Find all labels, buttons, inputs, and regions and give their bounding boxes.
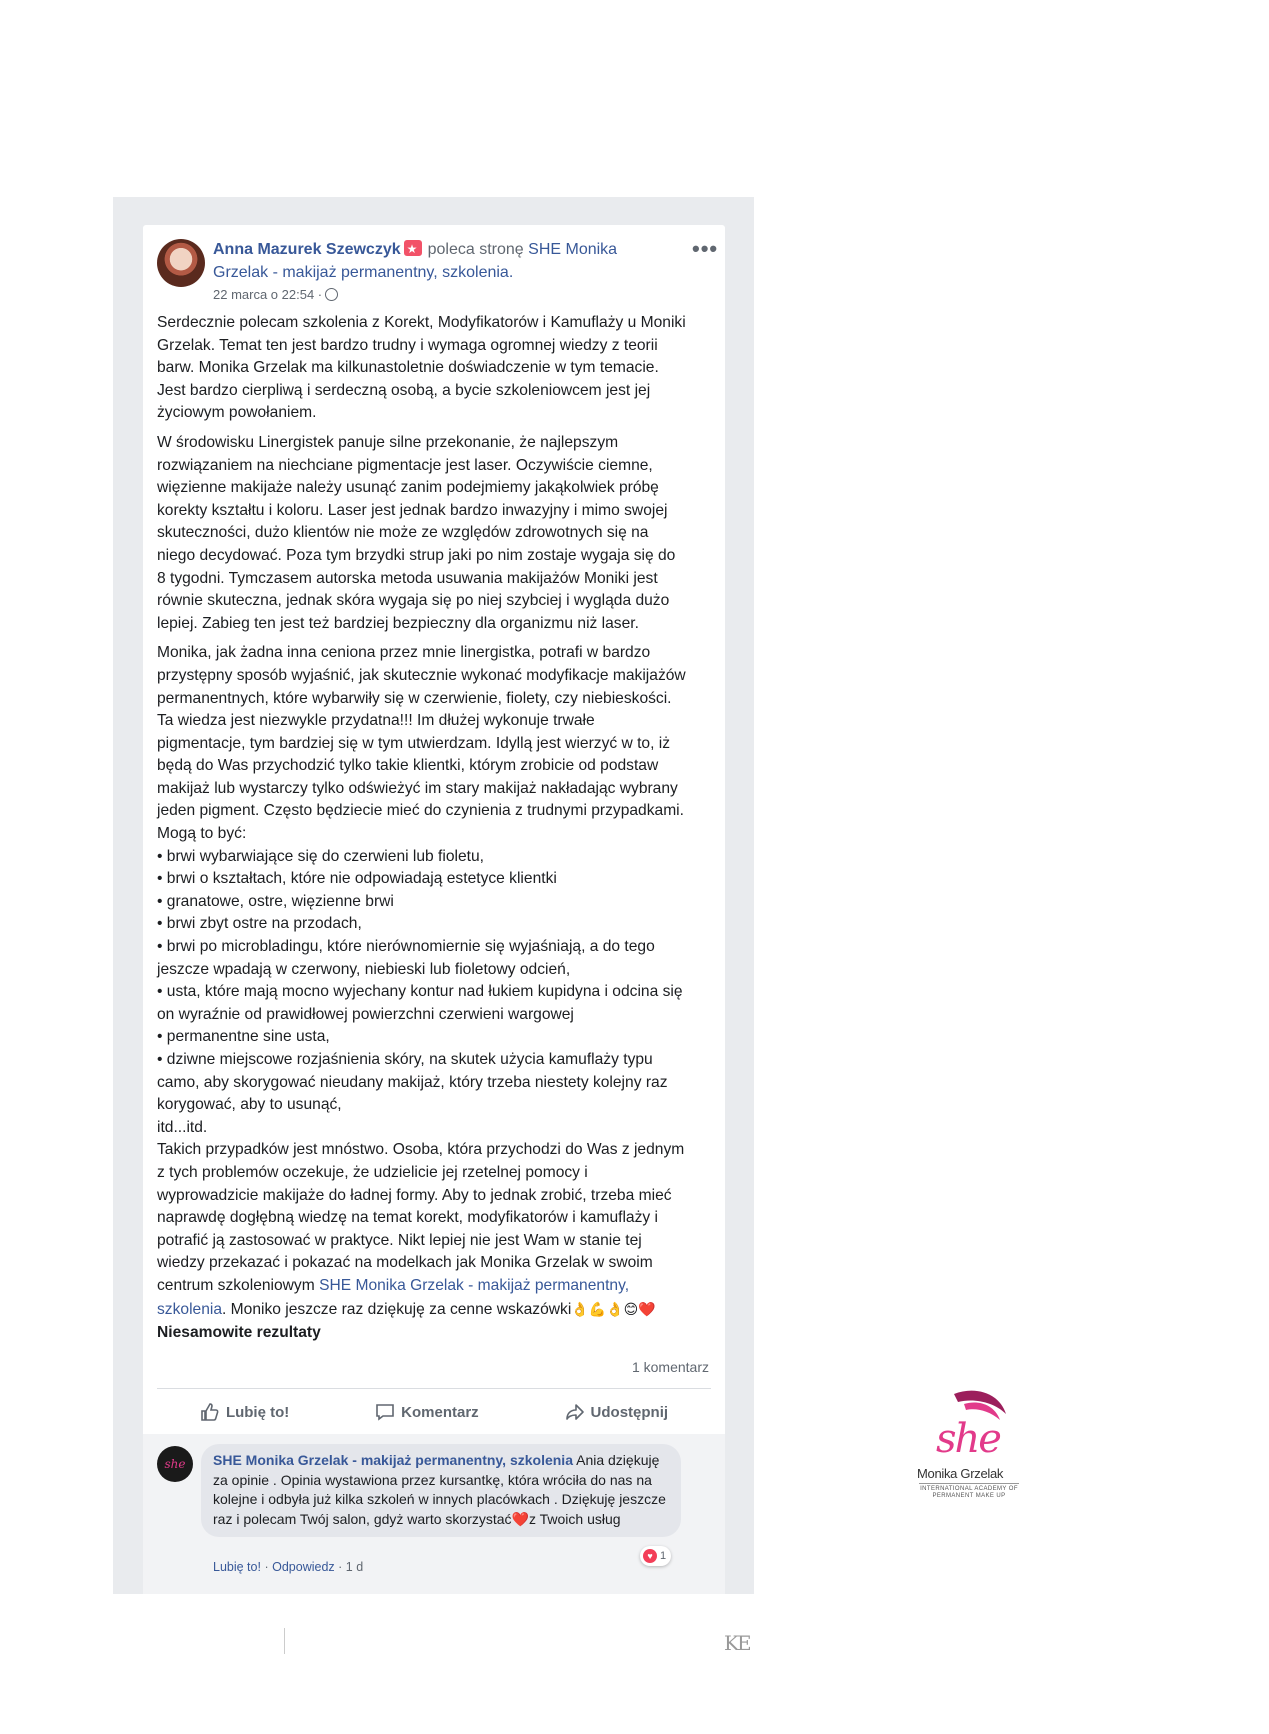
author-name[interactable]: Anna Mazurek Szewczyk xyxy=(213,241,401,258)
post-text-line: korekty kształtu i koloru. Laser jest jednak bardzo inwazyjny i mimo swojej xyxy=(157,501,668,519)
post-text-line: jeszcze wpadają w czerwony, niebieski lub fioletowy odcień, xyxy=(157,960,571,978)
commenter-avatar[interactable]: she xyxy=(157,1446,193,1482)
post-text-line: • dziwne miejscowe rozjaśnienia skóry, na skutek użycia kamuflaży typu xyxy=(157,1051,653,1068)
post-body xyxy=(157,312,717,1321)
post-text-line: • brwi o kształtach, które nie odpowiadają estetyce klientki xyxy=(157,870,557,888)
post-text-line: • brwi zbyt ostre na przodach, xyxy=(157,915,362,933)
post-text-line: barw. Monika Grzelak ma kilkunastoletnie doświadczenie w tym temacie. xyxy=(157,359,659,377)
post-paragraph-2 xyxy=(157,432,717,635)
post-text-line: on wyraźnie od prawidłowej powierzchni czerwieni wargowej xyxy=(157,1005,574,1023)
post-text-line: 8 tygodni. Tymczasem autorska metoda usuwania makijażów Moniki jest xyxy=(157,569,658,587)
comment-text-end: z Twoich usług xyxy=(528,1510,621,1527)
post-text-line: wiedzy przekazać i pokazać na modelkach jak Monika Grzelak w swoim xyxy=(157,1254,653,1272)
post-text-line: Ta wiedza jest niezwykle przydatna!!! Im dłużej wykonuje trwałe xyxy=(157,712,595,730)
comment-like-link[interactable]: Lubię to! xyxy=(213,1560,261,1574)
logo-tagline: INTERNATIONAL ACADEMY OF PERMANENT MAKE UP xyxy=(919,1483,1019,1500)
thumbs-up-icon xyxy=(200,1402,220,1422)
rating-heading: Niesamowite rezultaty xyxy=(157,1324,321,1341)
post-timestamp[interactable]: 22 marca o 22:54 · xyxy=(213,287,323,302)
love-reaction-icon: ♥ xyxy=(643,1549,657,1563)
share-button[interactable] xyxy=(565,1402,669,1422)
post-text-line: korygować, aby to usunąć, xyxy=(157,1096,342,1114)
post-meta xyxy=(213,287,338,302)
divider xyxy=(157,1388,711,1389)
she-logo xyxy=(914,1388,1020,1498)
post-header xyxy=(213,238,673,284)
post-text-line: naprawdę dogłębną wiedzę na temat korekt, modyfikatorów i kamuflaży i xyxy=(157,1209,658,1227)
page-mark: KE xyxy=(724,1631,750,1655)
comment-author[interactable]: SHE Monika Grzelak - makijaż permanentny, szkolenia xyxy=(213,1452,573,1468)
post-text-line: potrafić ją zastosować w praktyce. Nikt lepiej nie jest Wam w stanie tej xyxy=(157,1231,642,1249)
post-text-line: camo, aby skorygować nieudany makijaż, który trzeba niestety kolejny raz xyxy=(157,1073,668,1091)
emoji-group: 👌💪👌😊❤️ xyxy=(571,1300,656,1317)
comment-button[interactable] xyxy=(375,1402,479,1422)
post-text-line: • granatowe, ostre, więzienne brwi xyxy=(157,892,394,910)
comment-reply-link[interactable]: Odpowiedz xyxy=(272,1560,335,1574)
reaction-count[interactable]: ♥ 1 xyxy=(640,1546,671,1566)
like-label: Lubię to! xyxy=(225,1403,290,1421)
post-final-line-1: centrum szkoleniowym SHE Monika Grzelak - makijaż permanentny, xyxy=(157,1276,630,1294)
author-avatar[interactable] xyxy=(157,239,205,287)
post-text-line: będą do Was przychodzić tylko takie klientki, którym zrobicie od podstaw xyxy=(157,757,659,775)
heart-emoji-icon: ❤️ xyxy=(511,1510,529,1527)
post-text-line: permanentnych, które wybarwiły się w czerwienie, fiolety, czy niebieskości. xyxy=(157,689,672,707)
post-final-line-2: szkolenia. Moniko jeszcze raz dziękuję za cenne wskazówki👌💪👌😊❤️ xyxy=(157,1298,717,1322)
post-text-line: Serdecznie polecam szkolenia z Korekt, Modyfikatorów i Kamuflaży u Moniki xyxy=(157,314,686,331)
page-rule xyxy=(284,1628,285,1654)
share-icon xyxy=(565,1402,585,1422)
post-text-line: lepiej. Zabieg ten jest też bardziej bezpieczny dla organizmu niż laser. xyxy=(157,614,639,632)
post-text-line: rozwiązaniem na niechciane pigmentacje jest laser. Oczywiście ciemne, xyxy=(157,456,653,474)
post-text-line: Grzelak. Temat ten jest bardzo trudny i wymaga ogromnej wiedzy z teorii xyxy=(157,336,658,354)
post-text-line: • brwi wybarwiające się do czerwieni lub fioletu, xyxy=(157,847,485,865)
post-text-line: W środowisku Linergistek panuje silne przekonanie, że najlepszym xyxy=(157,433,619,451)
comment-actions: Lubię to! · Odpowiedz · 1 d xyxy=(213,1560,364,1574)
post-text-line: Takich przypadków jest mnóstwo. Osoba, która przychodzi do Was z jednym xyxy=(157,1141,685,1159)
post-actions xyxy=(157,1394,711,1430)
recommend-badge-icon xyxy=(404,240,422,256)
post-text-line: makijaż lub wystarczy tylko odświeżyć im stary makijaż nakładając wybrany xyxy=(157,779,678,797)
post-text-line: więzienne makijaże należy usunąć zanim podejmiemy jakąkolwiek próbę xyxy=(157,479,659,497)
post-text-line: Monika, jak żadna inna ceniona przez mnie linergistka, potrafi w bardzo xyxy=(157,644,651,662)
recommends-text: poleca stronę xyxy=(427,241,524,258)
more-options-icon[interactable]: ••• xyxy=(692,236,719,261)
post-text-line: Mogą to być: xyxy=(157,825,247,843)
comment-label: Komentarz xyxy=(401,1403,479,1421)
logo-name: Monika Grzelak xyxy=(917,1466,1004,1481)
post-paragraph-1 xyxy=(157,312,717,425)
comment-count[interactable]: 1 komentarz xyxy=(631,1359,709,1375)
page-link[interactable]: SHE Monika Grzelak - makijaż permanentny, szkolenia. xyxy=(213,241,618,281)
comment-bubble xyxy=(201,1444,681,1537)
page-link-inline-2[interactable]: szkolenia xyxy=(157,1300,223,1318)
post-text-line: • permanentne sine usta, xyxy=(157,1028,330,1046)
globe-icon xyxy=(325,288,338,301)
post-text-line: • brwi po microbladingu, które nierównomiernie się wyjaśniają, a do tego xyxy=(157,938,655,956)
post-text-line: jeden pigment. Często będziecie mieć do czynienia z trudnymi przypadkami. xyxy=(157,802,684,820)
post-paragraph-3 xyxy=(157,642,717,1275)
like-button[interactable] xyxy=(200,1402,289,1422)
post-text-line: życiowym powołaniem. xyxy=(157,404,317,422)
post-text-line: równie skuteczna, jednak skóra wygaja się po niej szybciej i wygląda dużo xyxy=(157,592,670,610)
post-text-line: niego decydować. Poza tym brzydki strup jaki po nim zostaje wygaja się do xyxy=(157,546,676,564)
post-text-line: Jest bardzo cierpliwą i serdeczną osobą, a bycie szkoleniowcem jest jej xyxy=(157,381,651,399)
post-text-line: itd...itd. xyxy=(157,1118,208,1136)
post-text-line: wyprowadzicie makijaże do ładnej formy. Aby to jednak zrobić, trzeba mieć xyxy=(157,1186,672,1204)
page-link-inline[interactable]: SHE Monika Grzelak - makijaż permanentny, xyxy=(319,1276,630,1294)
comment-text: Ania dziękuję za opinie . Opinia wystawiona przez kursantkę, która wróciła do nas na kolejne i odbyła już kilka szkoleń w innych placówkach . Dziękuję jeszcze raz i polecam Twój salon, gdyż warto skorzystać xyxy=(213,1452,666,1527)
post-text-line: • usta, które mają mocno wyjechany kontur nad łukiem kupidyna i odcina się xyxy=(157,983,683,1001)
post-text-line: z tych problemów oczekuje, że udzielicie jej rzetelnej pomocy i xyxy=(157,1163,588,1181)
share-label: Udostępnij xyxy=(590,1403,669,1421)
logo-brand: she xyxy=(936,1416,1000,1462)
comment-age: · 1 d xyxy=(338,1560,364,1574)
post-text-line: przystępny sposób wyjaśnić, jak skutecznie wykonać modyfikacje makijażów xyxy=(157,666,686,684)
comment-icon xyxy=(375,1402,395,1422)
post-text-line: skuteczności, dużo klientów nie może ze względów zdrowotnych się na xyxy=(157,524,649,542)
post-text-line: pigmentacje, tym bardziej się w tym utwierdzam. Idyllą jest wierzyć w to, iż xyxy=(157,734,671,752)
